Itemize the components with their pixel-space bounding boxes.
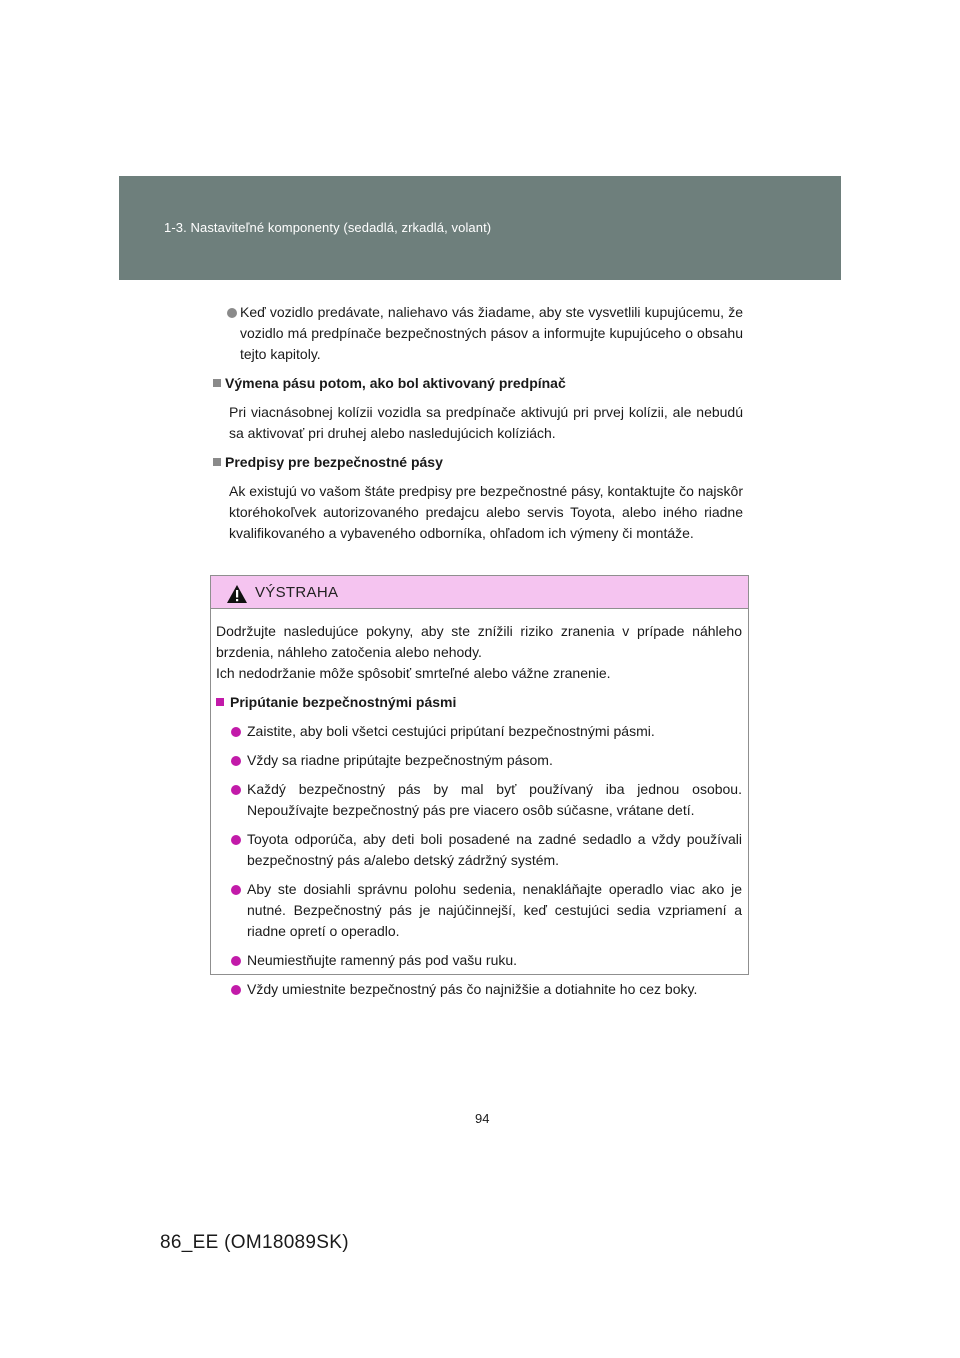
- warning-item-text: Aby ste dosiahli správnu polohu sedenia, nenakláňajte operadlo viac ako je nutné. Bezpečnostný pás je najúčinnejší, keď cestujúci sedia vzpriamení a riadne opretí o operadlo.: [247, 881, 742, 939]
- warning-list-item: [216, 879, 742, 942]
- warning-list-item: [216, 750, 742, 771]
- warning-list-item: [216, 950, 742, 971]
- warning-item-text: Vždy sa riadne pripútajte bezpečnostným pásom.: [247, 752, 553, 768]
- warning-list-item: [216, 829, 742, 871]
- warning-triangle-icon: [226, 584, 248, 604]
- page-number: 94: [475, 1111, 490, 1126]
- section-body-replacement: Pri viacnásobnej kolízii vozidla sa predpínače aktivujú pri prvej kolízii, ale nebudú sa aktivovať pri druhej alebo nasledujúcich kolíziách.: [229, 404, 743, 441]
- warning-item-text: Toyota odporúča, aby deti boli posadené na zadné sedadlo a vždy používali bezpečnostný pás a/alebo detský zádržný systém.: [247, 831, 742, 868]
- warning-item-text: Každý bezpečnostný pás by mal byť používaný iba jednou osobou. Nepoužívajte bezpečnostný pás pre viacero osôb súčasne, vrátane detí.: [247, 781, 742, 818]
- section-heading-text: Predpisy pre bezpečnostné pásy: [225, 454, 443, 470]
- warning-list-item: [216, 979, 742, 1000]
- section-heading-text: Výmena pásu potom, ako bol aktivovaný predpínač: [225, 375, 566, 391]
- warning-title: VÝSTRAHA: [255, 584, 339, 601]
- square-bullet-icon: [216, 698, 224, 706]
- bullet-dot-icon: [231, 956, 241, 966]
- warning-heading-text: Pripútanie bezpečnostnými pásmi: [230, 694, 457, 710]
- bullet-dot-icon: [231, 727, 241, 737]
- section-heading-regulations: [213, 452, 743, 473]
- bullet-dot-icon: [231, 885, 241, 895]
- bullet-dot-icon: [231, 785, 241, 795]
- warning-body: [211, 609, 748, 1000]
- warning-header: [211, 576, 748, 609]
- chapter-header-band: [119, 176, 841, 280]
- bullet-dot-icon: [231, 756, 241, 766]
- bullet-dot-icon: [227, 308, 237, 318]
- warning-item-text: Vždy umiestnite bezpečnostný pás čo najnižšie a dotiahnite ho cez boky.: [247, 981, 698, 997]
- main-content: [213, 302, 743, 552]
- intro-bullet-text: Keď vozidlo predávate, naliehavo vás žiadame, aby ste vysvetlili kupujúcemu, že vozidlo má predpínače bezpečnostných pásov a informujte kupujúceho o obsahu tejto kapitoly.: [240, 304, 743, 362]
- section-body-regulations: Ak existujú vo vašom štáte predpisy pre bezpečnostné pásy, kontaktujte čo najskôr ktoréhokoľvek autorizovaného predajcu alebo servis Toyota, alebo iného riadne kvalifikovaného a vybaveného odborníka, ohľadom ich výmeny či montáže.: [229, 483, 743, 541]
- warning-intro-line-2: Ich nedodržanie môže spôsobiť smrteľné alebo vážne zranenie.: [216, 665, 611, 681]
- square-bullet-icon: [213, 458, 221, 466]
- warning-item-text: Zaistite, aby boli všetci cestujúci pripútaní bezpečnostnými pásmi.: [247, 723, 655, 739]
- section-heading-replacement: [213, 373, 743, 394]
- bullet-dot-icon: [231, 835, 241, 845]
- warning-intro: [216, 621, 742, 684]
- chapter-title: 1-3. Nastaviteľné komponenty (sedadlá, zrkadlá, volant): [164, 220, 492, 235]
- warning-box: [210, 575, 749, 997]
- bullet-dot-icon: [231, 985, 241, 995]
- warning-heading: [216, 692, 742, 713]
- warning-item-text: Neumiestňujte ramenný pás pod vašu ruku.: [247, 952, 518, 968]
- intro-bullet: [213, 302, 743, 365]
- warning-list-item: [216, 721, 742, 742]
- document-code: 86_EE (OM18089SK): [160, 1232, 349, 1253]
- square-bullet-icon: [213, 379, 221, 387]
- warning-intro-line-1: Dodržujte nasledujúce pokyny, aby ste znížili riziko zranenia v prípade náhleho brzdenia, náhleho zatočenia alebo nehody.: [216, 623, 742, 660]
- warning-list-item: [216, 779, 742, 821]
